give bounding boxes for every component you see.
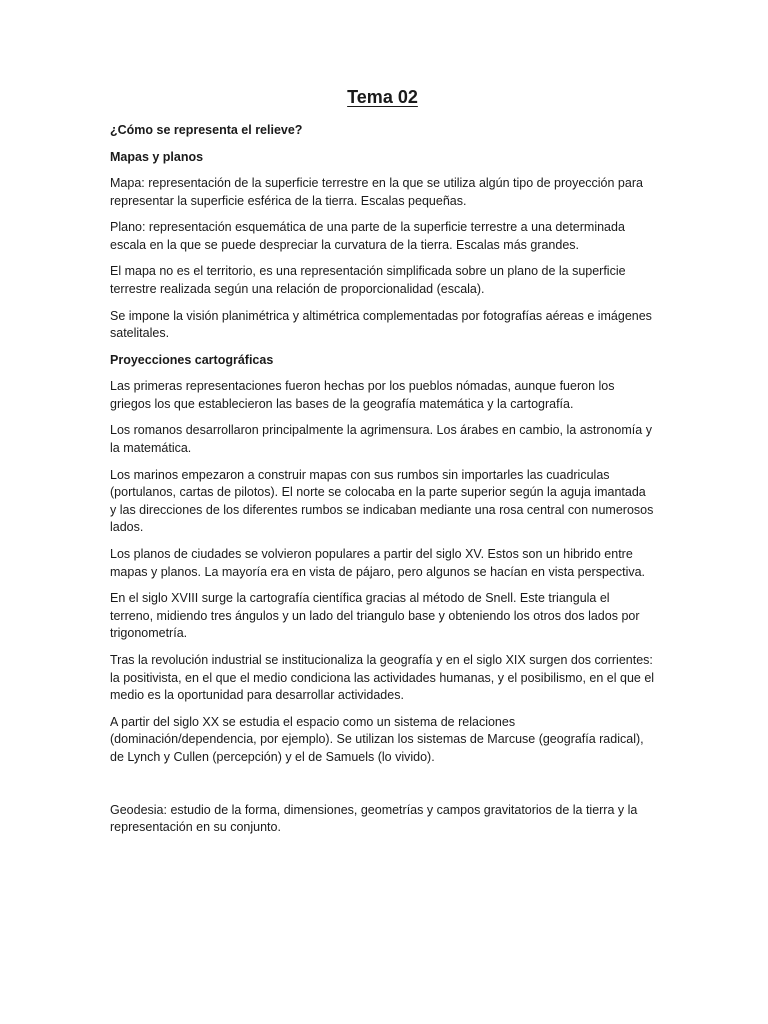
paragraph-revolucion-industrial: Tras la revolución industrial se institucionaliza la geografía y en el siglo XIX surgen dos corrientes: la positivista, en el que el medio condiciona las actividades humanas, y el posibilismo, en el que el medio es la oportunidad para desarrollar actividades. [110,652,655,703]
document-page [110,86,655,846]
paragraph-mapa-definition: Mapa: representación de la superficie terrestre en la que se utiliza algún tipo de proyección para representar la superficie esférica de la tierra. Escalas pequeñas. [110,176,643,208]
document-title: Tema 02 [347,87,418,107]
section-heading-proyecciones: Proyecciones cartográficas [110,352,274,367]
paragraph-vision-planimetrica: Se impone la visión planimétrica y altimétrica complementadas por fotografías aéreas e imágenes satelitales. [110,308,652,341]
paragraph-geodesia: Geodesia: estudio de la forma, dimensiones, geometrías y campos gravitatorios de la tierra y la representación en su conjunto. [110,802,638,835]
question-heading: ¿Cómo se representa el relieve? [110,123,303,137]
paragraph-marinos: Los marinos empezaron a construir mapas con sus rumbos sin importarles las cuadriculas (portulanos, cartas de pilotos). El norte se colocaba en la parte superior según la aguja imantada y las direcciones de los diferentes rumbos se indicaban mediante una rosa central con numerosos lados. [110,467,654,535]
paragraph-siglo-xx: A partir del siglo XX se estudia el espacio como un sistema de relaciones (dominación/dependencia, por ejemplo). Se utilizan los sistemas de Marcuse (geografía radical), de Lynch y Cullen (percepción) y el de Samuels (lo vivido). [110,714,644,764]
paragraph-primeras-representaciones: Las primeras representaciones fueron hechas por los pueblos nómadas, aunque fueron los griegos los que establecieron las bases de la geografía matemática y la cartografía. [110,379,615,411]
paragraph-mapa-territorio: El mapa no es el territorio, es una representación simplificada sobre un plano de la superficie terrestre realizada según una relación de proporcionalidad (escala). [110,264,626,296]
paragraph-planos-ciudades: Los planos de ciudades se volvieron populares a partir del siglo XV. Estos son un hibrido entre mapas y planos. La mayoría era en vista de pájaro, pero algunos se hacían en vista perspectiva. [110,547,646,579]
paragraph-siglo-xviii: En el siglo XVIII surge la cartografía científica gracias al método de Snell. Este triangula el terreno, midiendo tres ángulos y un lado del triangulo base y obteniendo los otros dos lados por trigonometría. [110,591,640,641]
section-heading-mapas-planos: Mapas y planos [110,149,204,164]
blank-gap [110,776,655,802]
paragraph-plano-definition: Plano: representación esquemática de una parte de la superficie terrestre a una determinada escala en la que se puede despreciar la curvatura de la tierra. Escalas más grandes. [110,220,625,252]
paragraph-romanos: Los romanos desarrollaron principalmente la agrimensura. Los árabes en cambio, la astronomía y la matemática. [110,423,652,456]
